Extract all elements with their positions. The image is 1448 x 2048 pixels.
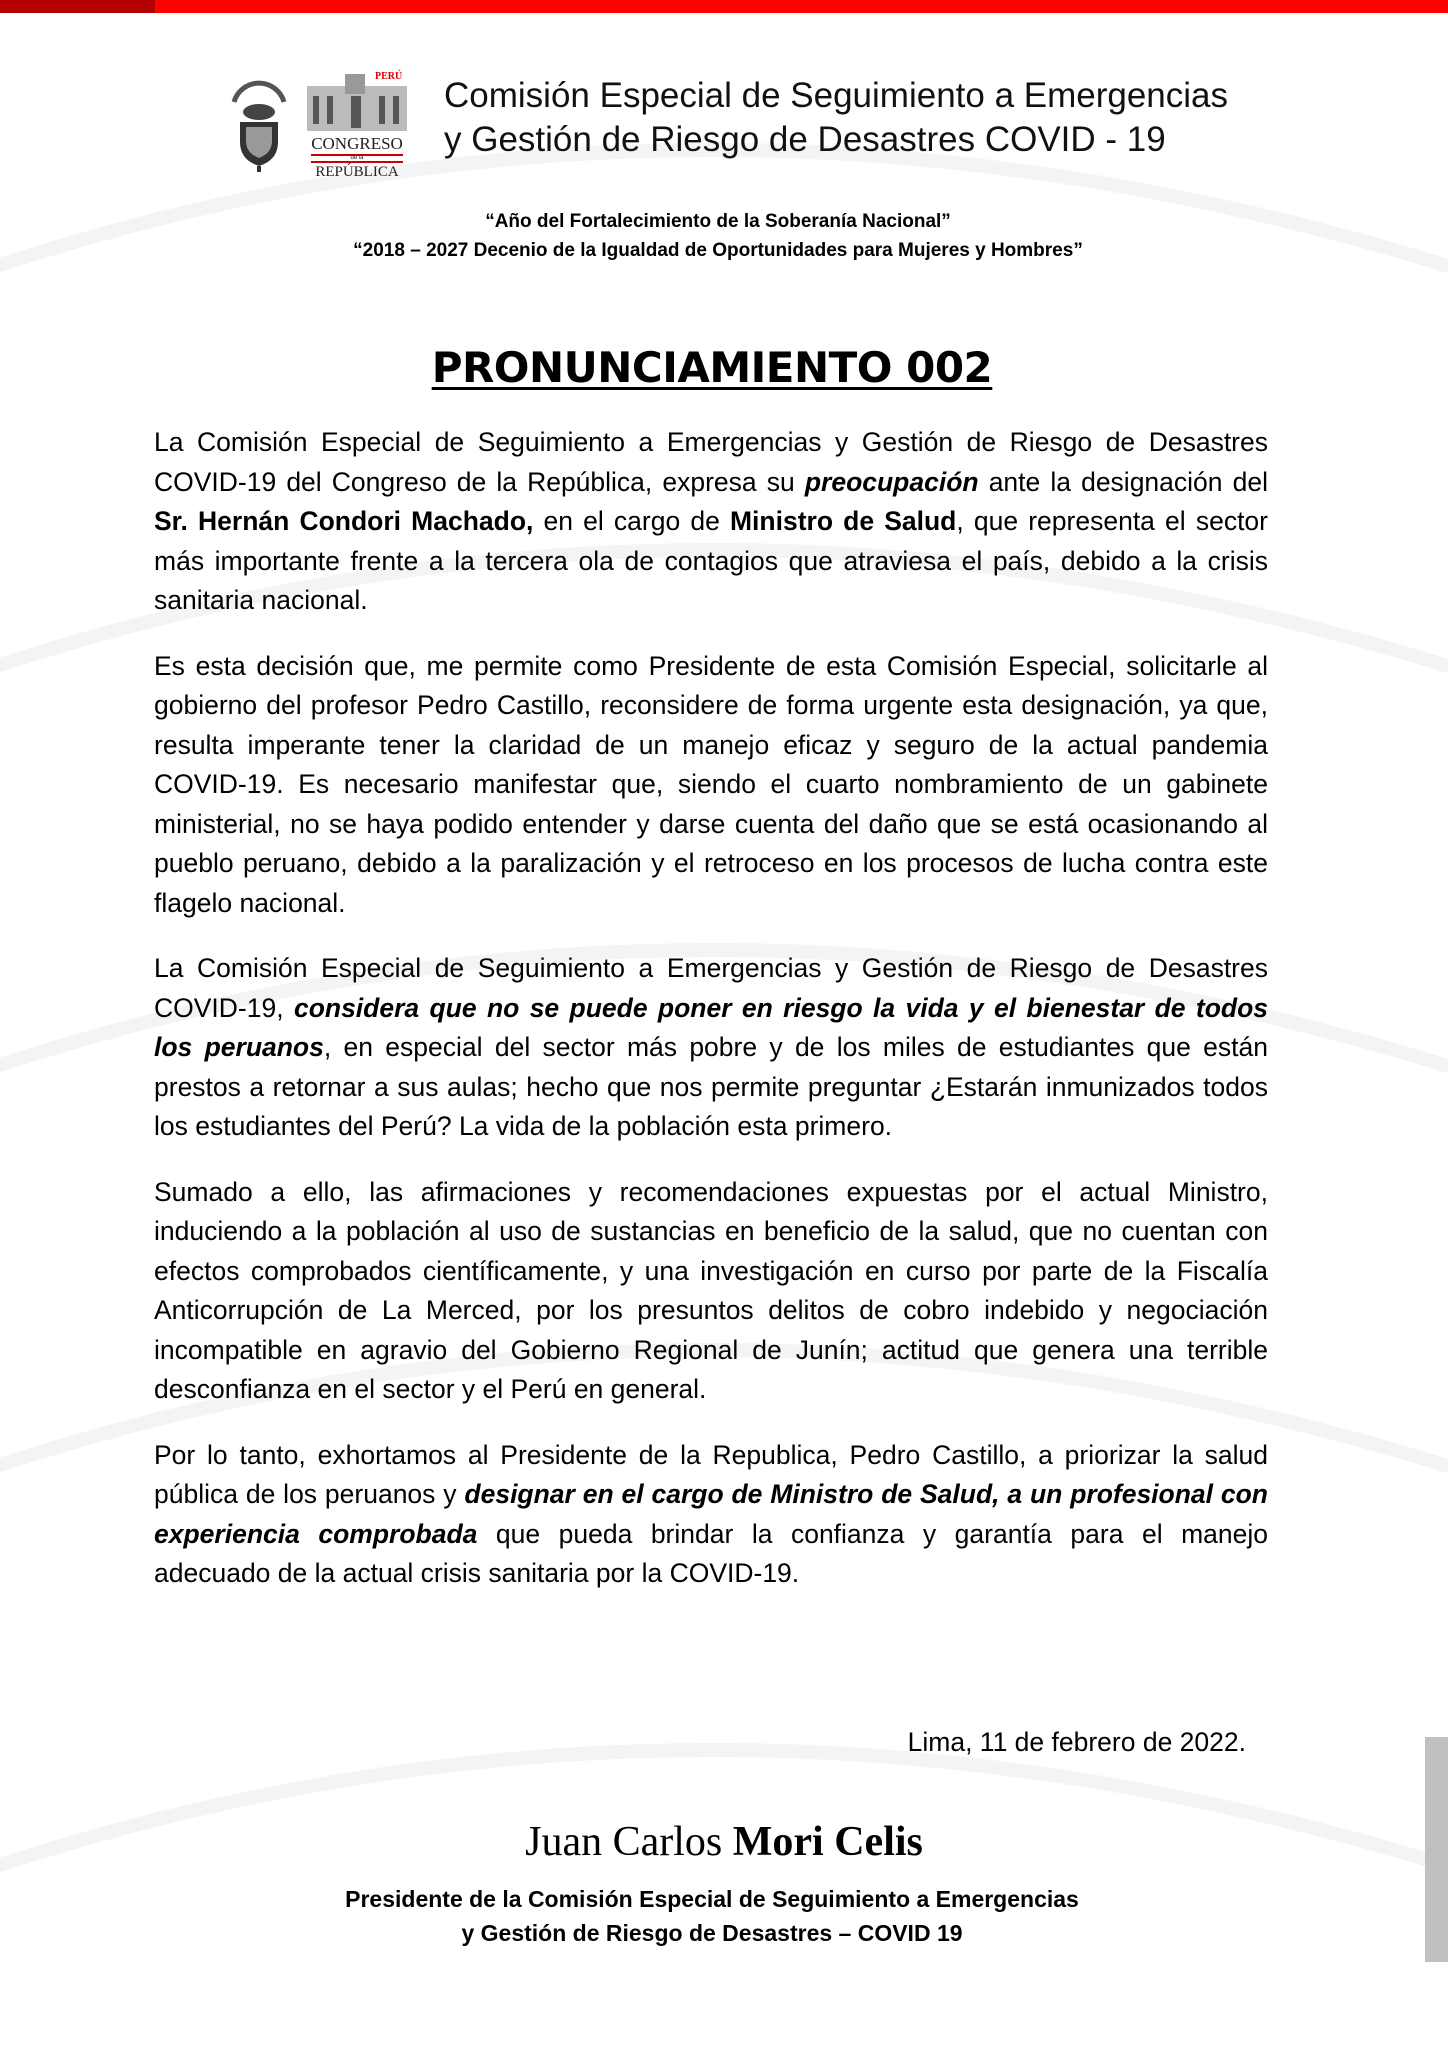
signature-first: Juan Carlos [525, 1819, 723, 1865]
paragraph-text: La Comisión Especial de Seguimiento a Emergencias y Gestión de Riesgo de Desastres COVID-19, [154, 953, 1268, 1023]
paragraph [154, 949, 1268, 1147]
header-line-1: Comisión Especial de Seguimiento a Emergencias [444, 76, 1229, 115]
paragraph-text: La Comisión Especial de Seguimiento a Emergencias y Gestión de Riesgo de Desastres COVID-19 del Congreso de la República, expresa su [154, 427, 1268, 497]
paragraph-text: Por lo tanto, exhortamos al Presidente de la Republica, Pedro Castillo, a priorizar la salud pública de los peruanos y [154, 1439, 1268, 1509]
paragraph-text: , en especial del sector más pobre y de los miles de estudiantes que están prestos a retornar a sus aulas; hecho que nos permite preguntar ¿Estarán inmunizados todos los estudiantes del Perú? La vida de la población esta primero. [154, 1032, 1268, 1141]
caption-line-1: Presidente de la Comisión Especial de Seguimiento a Emergencias [345, 1886, 1079, 1912]
svg-text:CONGRESO: CONGRESO [311, 134, 403, 153]
paragraph [154, 423, 1268, 621]
scrollbar-thumb[interactable] [1425, 1737, 1448, 1962]
year-motto [0, 207, 1436, 265]
signature-name [0, 1818, 1448, 1866]
paragraph [154, 1436, 1268, 1594]
top-accent-bar-dark [0, 0, 155, 13]
paragraph-text: Sumado a ello, las afirmaciones y recomendaciones expuestas por el actual Ministro, induciendo a la población al uso de sustancias en beneficio de la salud, que no cuentan con efectos comprobados científicamente, y una investigación en curso por parte de la Fiscalía Anticorrupción de La Merced, por los presuntos delitos de cobro indebido y negociación incompatible en agravio del Gobierno Regional de Junín; actitud que genera una terrible desconfianza en el sector y el Perú en general. [154, 1176, 1268, 1404]
paragraph [154, 647, 1268, 924]
logo-peru-text: PERÚ [375, 71, 403, 82]
emphasis-text: Ministro de Salud [729, 506, 957, 536]
document-title: PRONUNCIAMIENTO 002 [431, 343, 993, 392]
svg-text:REPÚBLICA: REPÚBLICA [315, 164, 399, 180]
paragraph-text: que pueda brindar la confianza y garantía para el manejo adecuado de la actual crisis sanitaria por la COVID-19. [154, 1518, 1269, 1588]
motto-line-1: “Año del Fortalecimiento de la Soberanía Nacional” [485, 211, 951, 232]
paragraph-text: ante la designación del [978, 466, 1268, 497]
caption-line-2: y Gestión de Riesgo de Desastres – COVID 19 [461, 1920, 963, 1946]
document-body [154, 423, 1268, 1620]
top-accent-bar [0, 0, 1448, 13]
signatory-title [0, 1882, 1424, 1950]
header-line-2: y Gestión de Riesgo de Desastres COVID - 19 [444, 120, 1166, 159]
paragraph-text: en el cargo de [533, 506, 730, 536]
svg-text:de la: de la [350, 155, 364, 161]
paragraph-text: Es esta decisión que, me permite como Presidente de esta Comisión Especial, solicitarle al gobierno del profesor Pedro Castillo, reconsidere de forma urgente esta designación, ya que, resulta imperante tener la claridad de un manejo eficaz y seguro de la actual pandemia COVID-19. Es necesario manifestar que, siendo el cuarto nombramiento de un gabinete ministerial, no se haya podido entender y darse cuenta del daño que se está ocasionando al pueblo peruano, debido a la paralización y el retroceso en los procesos de lucha contra este flagelo nacional. [154, 650, 1268, 918]
date-line: Lima, 11 de febrero de 2022. [907, 1727, 1246, 1757]
emphasis-text: considera que no se puede poner en riesgo la vida y el bienestar de todos los peruanos [154, 992, 1269, 1062]
congreso-logo [305, 66, 410, 181]
emphasis-text: designar en el cargo de Ministro de Salud, a un profesional con experiencia comprobada [154, 1479, 1268, 1549]
motto-line-2: “2018 – 2027 Decenio de la Igualdad de Oportunidades para Mujeres y Hombres” [353, 240, 1083, 261]
commission-name-header [444, 74, 1228, 162]
signature-last: Mori Celis [732, 1819, 923, 1865]
peru-coat-of-arms-logo [228, 72, 290, 172]
emphasis-text: Sr. Hernán Condori Machado, [154, 506, 534, 536]
emphasis-text: preocupación [804, 466, 979, 497]
paragraph-text: , que representa el sector más importante frente a la tercera ola de contagios que atraviesa el país, debido a la crisis sanitaria nacional. [154, 506, 1268, 615]
paragraph [154, 1173, 1268, 1410]
